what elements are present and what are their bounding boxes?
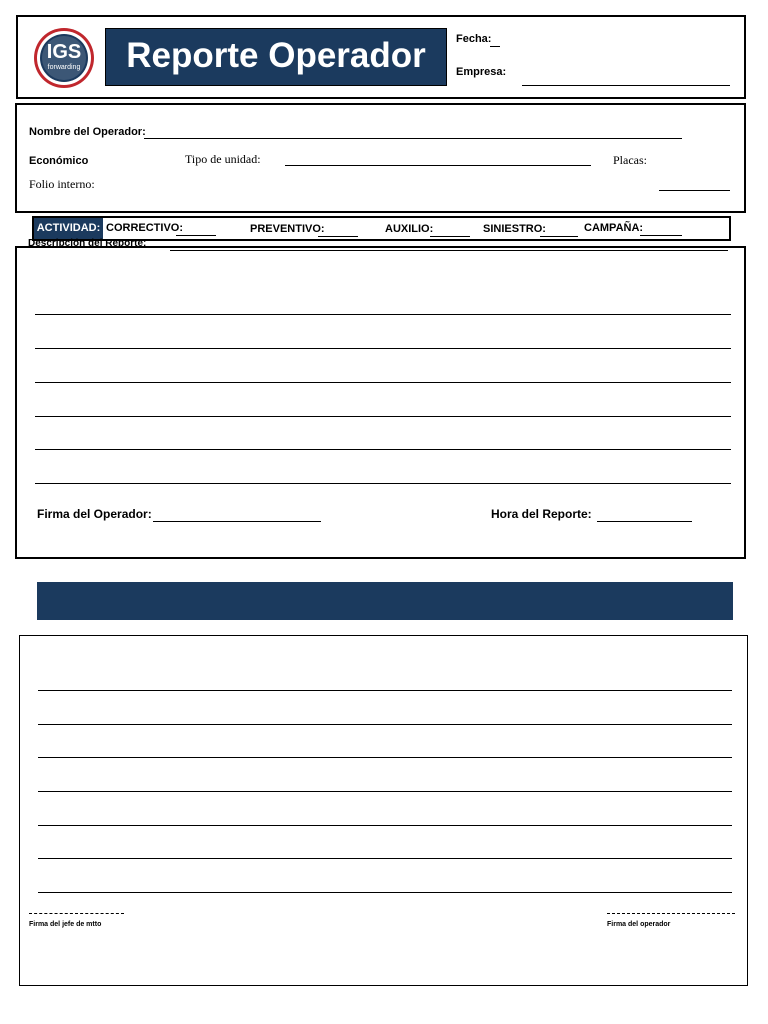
section-band: [37, 582, 733, 620]
nombre-operador-field[interactable]: [144, 138, 682, 139]
maintenance-line[interactable]: [38, 858, 732, 859]
descripcion-label: Descripción del Reporte:: [28, 238, 147, 249]
maintenance-line[interactable]: [38, 892, 732, 893]
page-title: Reporte Operador: [105, 28, 447, 86]
activity-label: ACTIVIDAD:: [34, 218, 103, 239]
fecha-field[interactable]: [490, 46, 500, 47]
maintenance-line[interactable]: [38, 825, 732, 826]
auxilio-field[interactable]: [430, 236, 470, 237]
correctivo-field[interactable]: [176, 235, 216, 236]
report-line[interactable]: [35, 483, 731, 484]
empresa-label: Empresa:: [456, 66, 507, 78]
maintenance-line[interactable]: [38, 724, 732, 725]
firma-operador-field[interactable]: [153, 521, 321, 522]
logo: [28, 26, 100, 90]
firma-operador-sig-line[interactable]: [607, 913, 735, 914]
siniestro-field[interactable]: [540, 236, 578, 237]
report-line[interactable]: [35, 449, 731, 450]
activity-siniestro: SINIESTRO:: [483, 223, 546, 235]
logo-text: IGS: [46, 41, 82, 63]
maintenance-line[interactable]: [38, 791, 732, 792]
fecha-label: Fecha:: [456, 33, 492, 45]
firma-operador-label: Firma del Operador:: [37, 507, 152, 521]
folio-interno-label: Folio interno:: [29, 177, 95, 191]
folio-interno-field[interactable]: [659, 190, 730, 191]
operator-box: [15, 103, 746, 213]
report-box: [15, 246, 746, 559]
empresa-field[interactable]: [522, 85, 730, 86]
activity-correctivo: CORRECTIVO:: [106, 222, 183, 234]
economico-label: Económico: [29, 155, 89, 167]
activity-preventivo: PREVENTIVO:: [250, 223, 325, 235]
maintenance-line[interactable]: [38, 690, 732, 691]
activity-auxilio: AUXILIO:: [385, 223, 434, 235]
activity-campana: CAMPAÑA:: [584, 222, 644, 234]
firma-jefe-label: Firma del jefe de mtto: [29, 921, 102, 928]
report-line[interactable]: [35, 348, 731, 349]
firma-operador-sig-label: Firma del operador: [607, 921, 671, 928]
hora-reporte-label: Hora del Reporte:: [491, 507, 592, 521]
report-line[interactable]: [35, 314, 731, 315]
campana-field[interactable]: [640, 235, 682, 236]
placas-label: Placas:: [613, 153, 647, 167]
logo-subtext: forwarding: [47, 64, 81, 71]
maintenance-line[interactable]: [38, 757, 732, 758]
firma-jefe-line[interactable]: [29, 913, 124, 914]
report-line[interactable]: [35, 382, 731, 383]
nombre-operador-label: Nombre del Operador:: [29, 126, 146, 138]
maintenance-box: [19, 635, 748, 986]
tipo-unidad-field[interactable]: [285, 165, 591, 166]
preventivo-field[interactable]: [318, 236, 358, 237]
hora-reporte-field[interactable]: [597, 521, 692, 522]
tipo-unidad-label: Tipo de unidad:: [185, 152, 261, 166]
header-box: [16, 15, 746, 99]
report-line[interactable]: [35, 416, 731, 417]
